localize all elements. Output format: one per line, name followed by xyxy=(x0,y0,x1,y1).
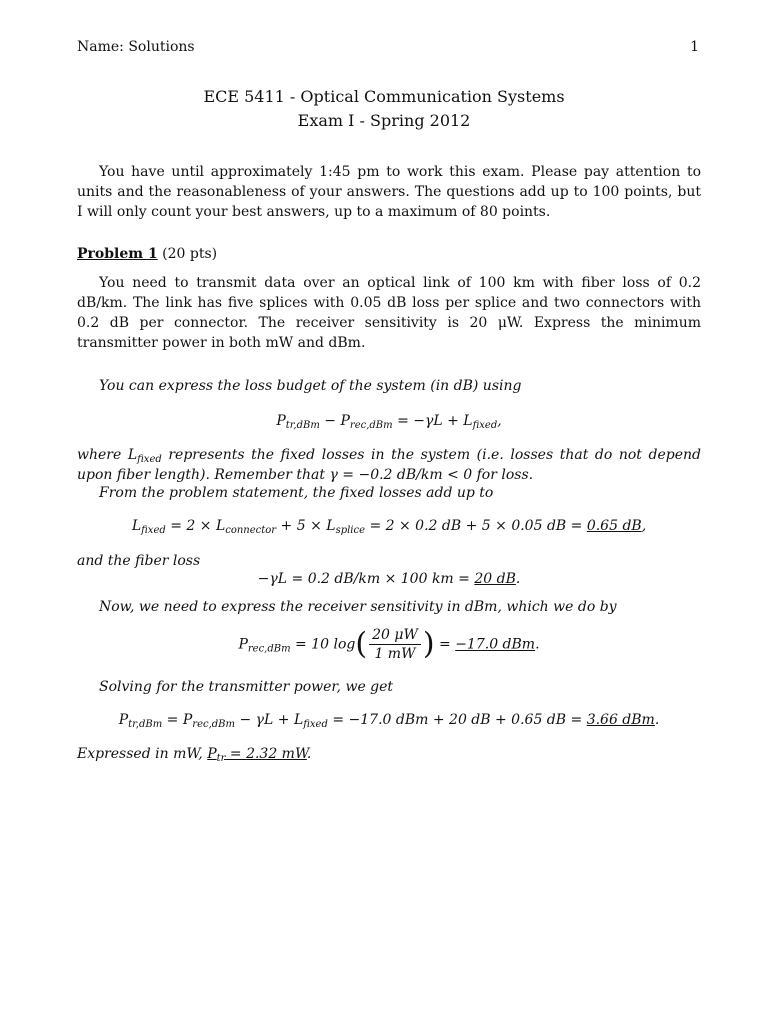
s7-text: Expressed in mW, xyxy=(77,746,208,762)
exam-title xyxy=(0,85,768,133)
problem-label: Problem 1 xyxy=(77,246,158,262)
intro-paragraph: You have until approximately 1:45 pm to work this exam. Please pay attention to units and the reasonableness of your answers. The questions add up to 100 points, but I will only count your best answers, up to a maximum of 80 points. xyxy=(77,164,701,220)
equation-transmitter-dbm: $P_{tr,dBm} = P_{rec,dBm} - \gamma L + L_{fixed} = -17.0$ dBm + 20 dB + 0.65 dB = 3.66 dBm. xyxy=(118,712,660,730)
mw-value: 2.32 mW xyxy=(246,746,307,762)
solution-line-1: You can express the loss budget of the system (in dB) using xyxy=(99,378,522,394)
receiver-dbm-result: −17.0 dBm xyxy=(455,636,536,653)
problem-points: (20 pts) xyxy=(162,246,218,262)
transmitter-mw-result: $P_{tr} = 2.32$ mW xyxy=(207,746,307,764)
solution-line-6: Solving for the transmitter power, we get xyxy=(99,679,394,695)
solution-line-5: Now, we need to express the receiver sensitivity in dBm, which we do by xyxy=(99,599,617,615)
solution-line-4: and the fiber loss xyxy=(77,553,201,569)
solution-line-7: Expressed in mW, $P_{tr} = 2.32$ mW. xyxy=(77,746,312,764)
equation-loss-budget: $P_{tr,dBm} - P_{rec,dBm} = -\gamma L + L_{fixed}$, xyxy=(276,413,502,431)
course-title: ECE 5411 - Optical Communication Systems xyxy=(203,87,565,106)
fraction-denominator: 1 mW xyxy=(374,646,416,662)
name-field: Name: Solutions xyxy=(77,39,195,55)
solution-line-3: From the problem statement, the fixed losses add up to xyxy=(99,485,494,501)
equation-receiver-dbm: $P_{rec,dBm} = 10$ log( $\frac{20 \mu W}{1 mW}$ ) = −17.0 dBm. xyxy=(238,626,540,662)
exam-subtitle: Exam I - Spring 2012 xyxy=(297,111,471,130)
problem-heading xyxy=(77,244,217,264)
fraction xyxy=(369,626,421,663)
page-header xyxy=(77,37,699,57)
fiber-loss-result: 20 dB xyxy=(474,571,516,587)
solution-line-2: where $L_{fixed}$ represents the fixed losses in the system (i.e. losses that do not depend upon fiber length). Remember that γ = −0.2 dB/km < 0 for loss. xyxy=(77,447,701,483)
equation-fixed-losses: $L_{fixed} = 2 \times L_{connector} + 5 \times L_{splice} = 2 \times 0.2$ dB + 5 × 0.05 dB = 0.65 dB, xyxy=(131,518,647,536)
page-number: 1 xyxy=(690,39,699,55)
fixed-loss-result: 0.65 dB xyxy=(586,518,642,534)
transmitter-dbm-result: 3.66 dBm xyxy=(586,712,655,728)
equation-fiber-loss: −γL = 0.2 dB/km × 100 km = 20 dB. xyxy=(257,571,521,587)
problem-statement: You need to transmit data over an optical link of 100 km with fiber loss of 0.2 dB/km. The link has five splices with 0.05 dB loss per splice and two connectors with 0.2 dB per connector. The receiver sensitivity is 20 μW. Express the minimum transmitter power in both mW and dBm. xyxy=(77,275,701,351)
s2-part-b: represents the fixed losses in the system (i.e. losses that do not depend upon fiber length). Remember that γ = −0.2 dB/km < 0 for loss. xyxy=(77,447,701,483)
s2-part-a: where L xyxy=(77,447,138,463)
fraction-numerator: 20 μW xyxy=(369,626,421,645)
